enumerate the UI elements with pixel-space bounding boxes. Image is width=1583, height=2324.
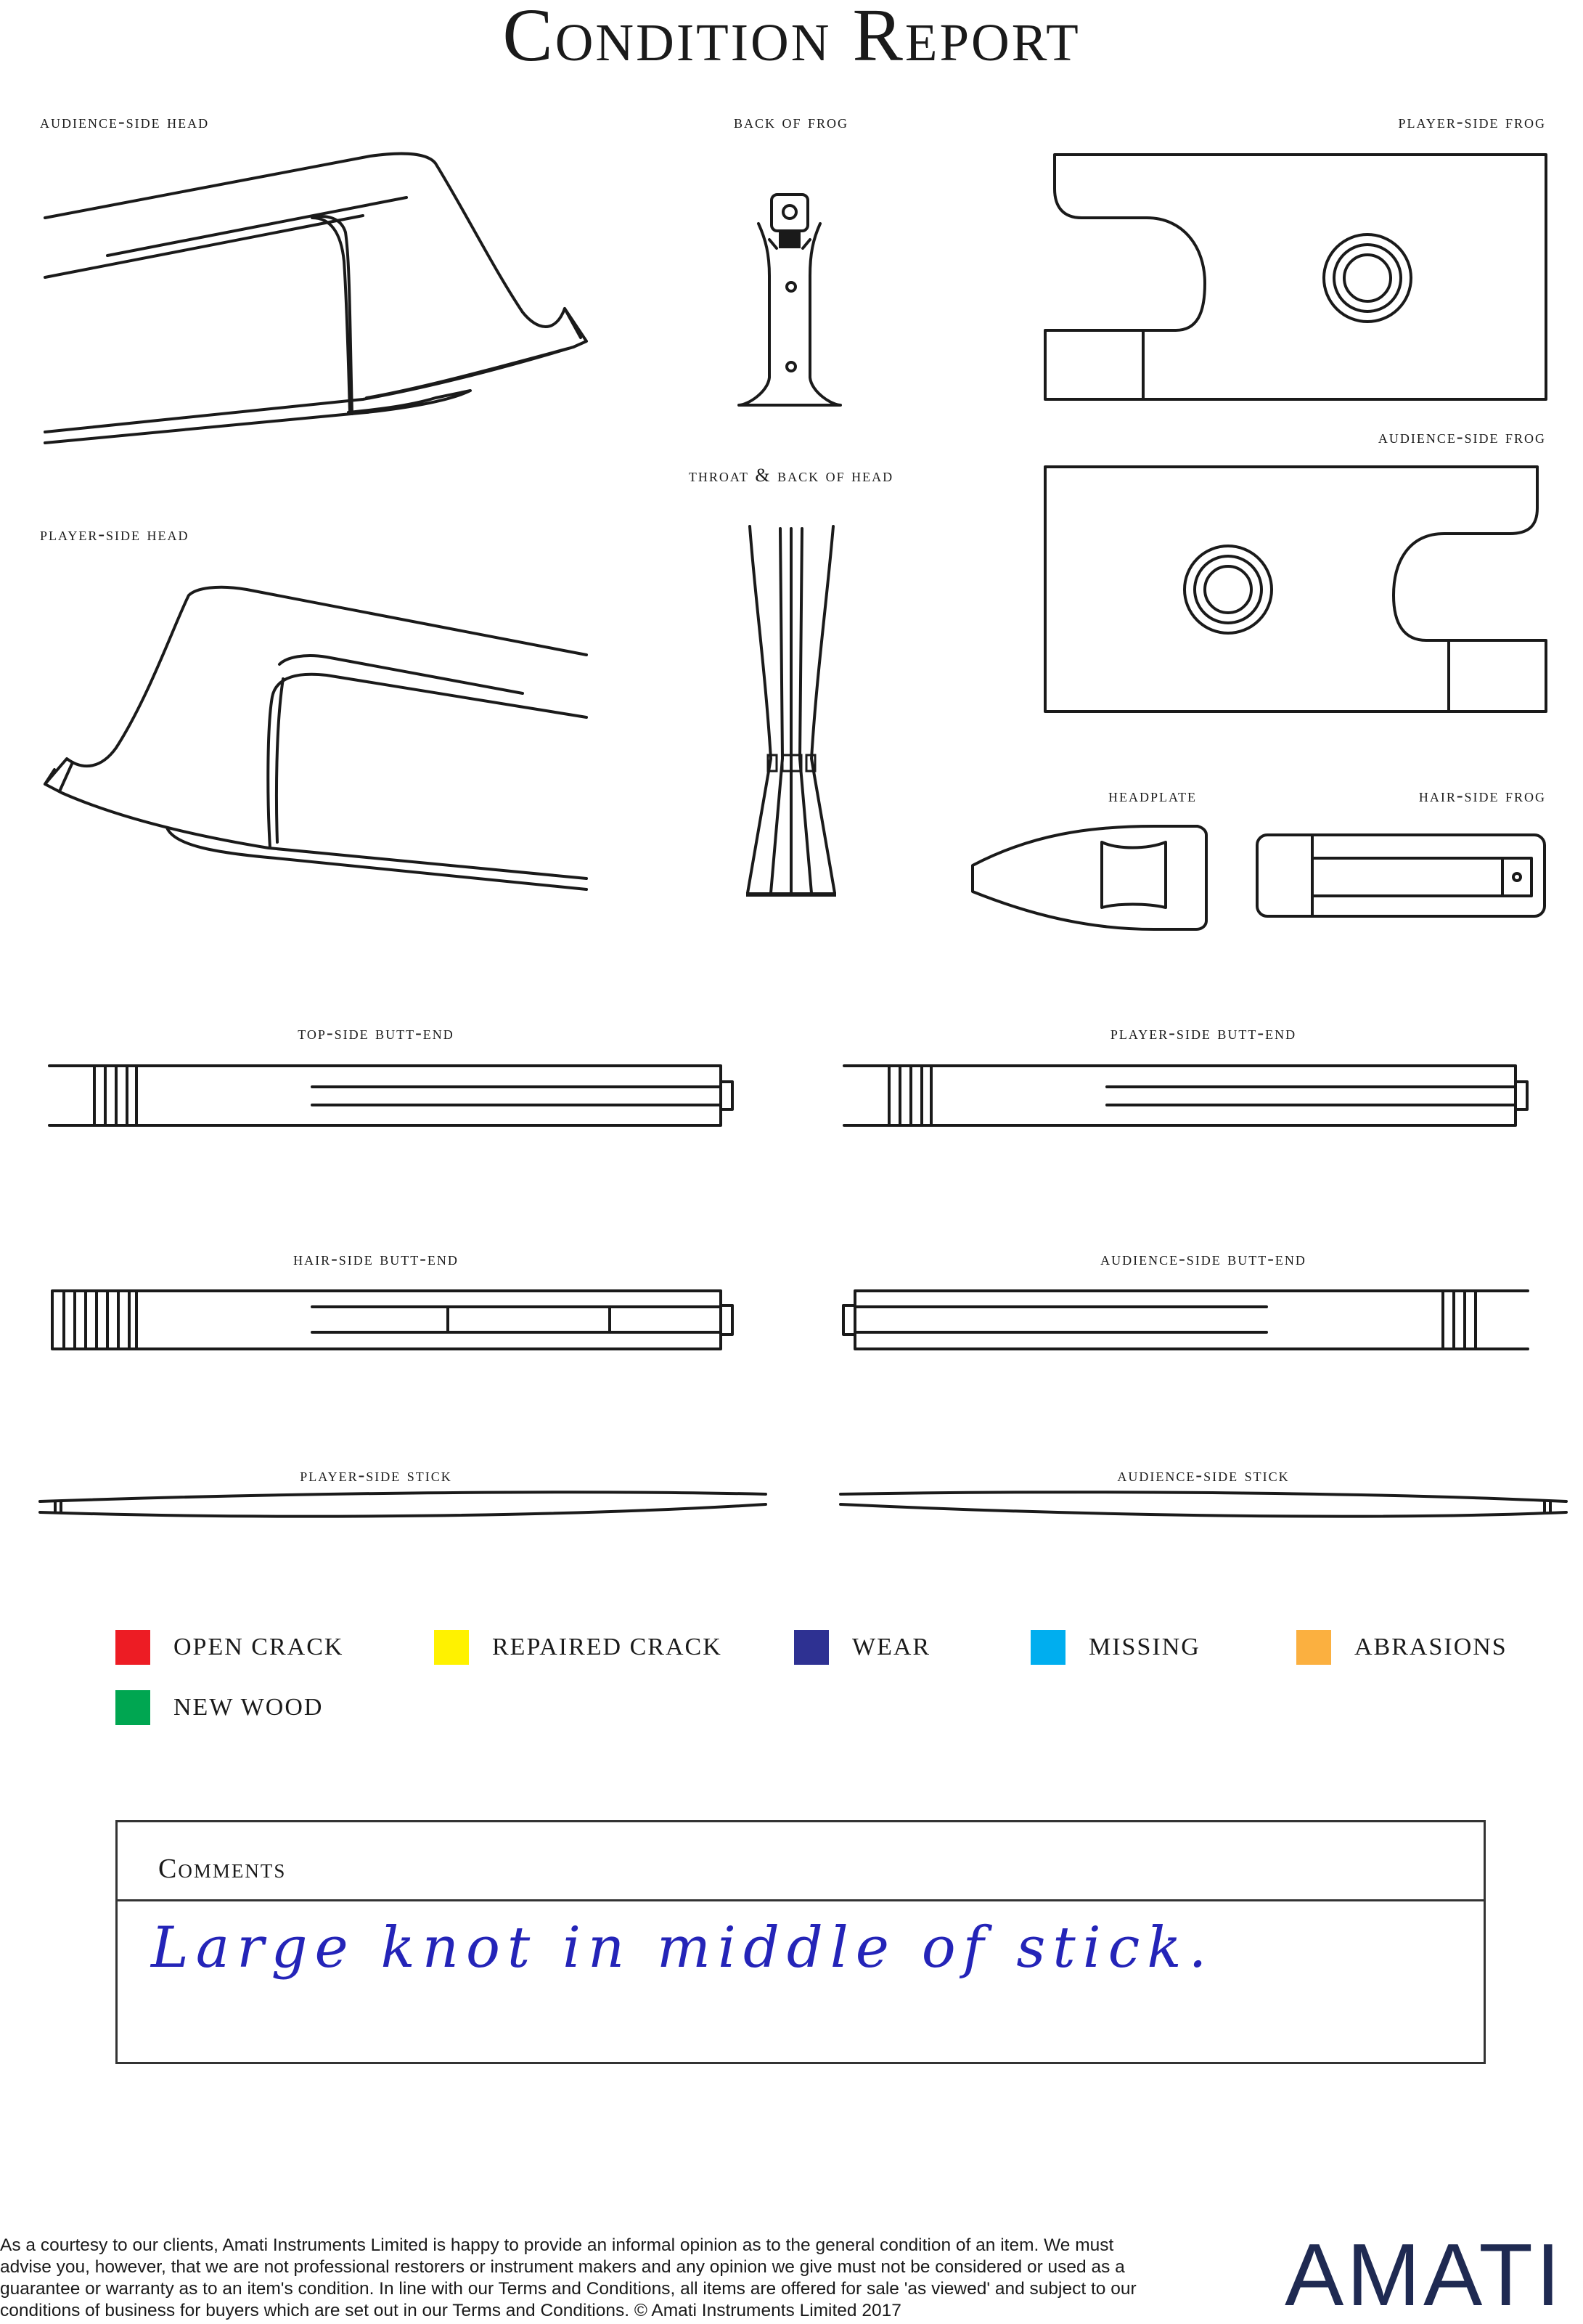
label-audience-side-butt-end: audience-side butt-end — [1100, 1248, 1306, 1269]
player-side-stick-diagram — [40, 1492, 766, 1516]
player-side-head-diagram — [45, 587, 586, 889]
hair-side-butt-end-diagram — [52, 1291, 732, 1349]
legend-swatch — [434, 1630, 469, 1665]
audience-side-butt-end-diagram — [843, 1291, 1528, 1349]
player-side-frog-diagram — [1045, 155, 1546, 399]
legend-swatch — [1296, 1630, 1331, 1665]
legend-label: MISSING — [1089, 1634, 1200, 1660]
label-audience-side-stick: audience-side stick — [1117, 1464, 1290, 1485]
legend-label: REPAIRED CRACK — [492, 1634, 722, 1660]
disclaimer-text: As a courtesy to our clients, Amati Instruments Limited is happy to provide an informal opinion as to the general condition of an item. We must advise you, however, that we are not professional restorers or instrument makers and any opinion we give must not be considered or used as a guarantee or warranty as to an item's condition. In line with our Terms and Conditions, all items are offered for sale 'as viewed' and subject to our conditions of business for buyers which are set out in our Terms and Conditions. © Amati Instruments Limited 2017 — [0, 2235, 1137, 2320]
throat-back-of-head-diagram — [746, 526, 836, 897]
label-audience-side-head: audience-side head — [40, 111, 210, 132]
label-headplate: headplate — [1108, 785, 1197, 806]
label-back-of-frog: back of frog — [733, 111, 849, 132]
audience-side-frog-diagram — [1045, 467, 1546, 712]
legend-swatch — [115, 1630, 150, 1665]
amati-logo: AMATI — [1285, 2225, 1563, 2324]
back-of-frog-diagram — [739, 195, 840, 405]
legend-swatch — [794, 1630, 829, 1665]
label-hair-side-frog: hair-side frog — [1418, 785, 1546, 806]
headplate-diagram — [973, 826, 1206, 929]
label-throat-back-of-head: throat & back of head — [688, 465, 894, 486]
hair-side-frog-diagram — [1257, 835, 1545, 916]
legend-label: WEAR — [852, 1634, 931, 1660]
audience-side-stick-diagram — [840, 1492, 1566, 1516]
legend-label: OPEN CRACK — [173, 1634, 344, 1660]
comments-box — [115, 1820, 1486, 2064]
page-title: Condition Report — [502, 0, 1081, 77]
comments-heading: Comments — [158, 1854, 287, 1884]
legend-item-new-wood — [115, 1690, 323, 1725]
comments-header — [118, 1822, 1484, 1901]
legend-swatch — [1031, 1630, 1065, 1665]
legend-item-abrasions — [1296, 1630, 1508, 1665]
label-player-side-head: player-side head — [40, 523, 189, 545]
legend-swatch — [115, 1690, 150, 1725]
label-player-side-stick: player-side stick — [300, 1464, 452, 1485]
legend-label: ABRASIONS — [1354, 1634, 1508, 1660]
legend-item-missing — [1031, 1630, 1200, 1665]
legend-item-repaired-crack — [434, 1630, 722, 1665]
legend-label: NEW WOOD — [173, 1694, 324, 1721]
label-hair-side-butt-end: hair-side butt-end — [293, 1248, 459, 1269]
audience-side-head-diagram — [45, 154, 586, 443]
legend-item-wear — [794, 1630, 930, 1665]
legend-item-open-crack — [115, 1630, 343, 1665]
label-audience-side-frog: audience-side frog — [1378, 426, 1546, 447]
comments-text: Large knot in middle of stick. — [151, 1915, 1214, 1981]
label-top-side-butt-end: top-side butt-end — [298, 1022, 454, 1043]
label-player-side-butt-end: player-side butt-end — [1110, 1022, 1297, 1043]
label-player-side-frog: player-side frog — [1398, 111, 1546, 132]
top-side-butt-end-diagram — [49, 1066, 732, 1125]
player-side-butt-end-diagram — [844, 1066, 1527, 1125]
